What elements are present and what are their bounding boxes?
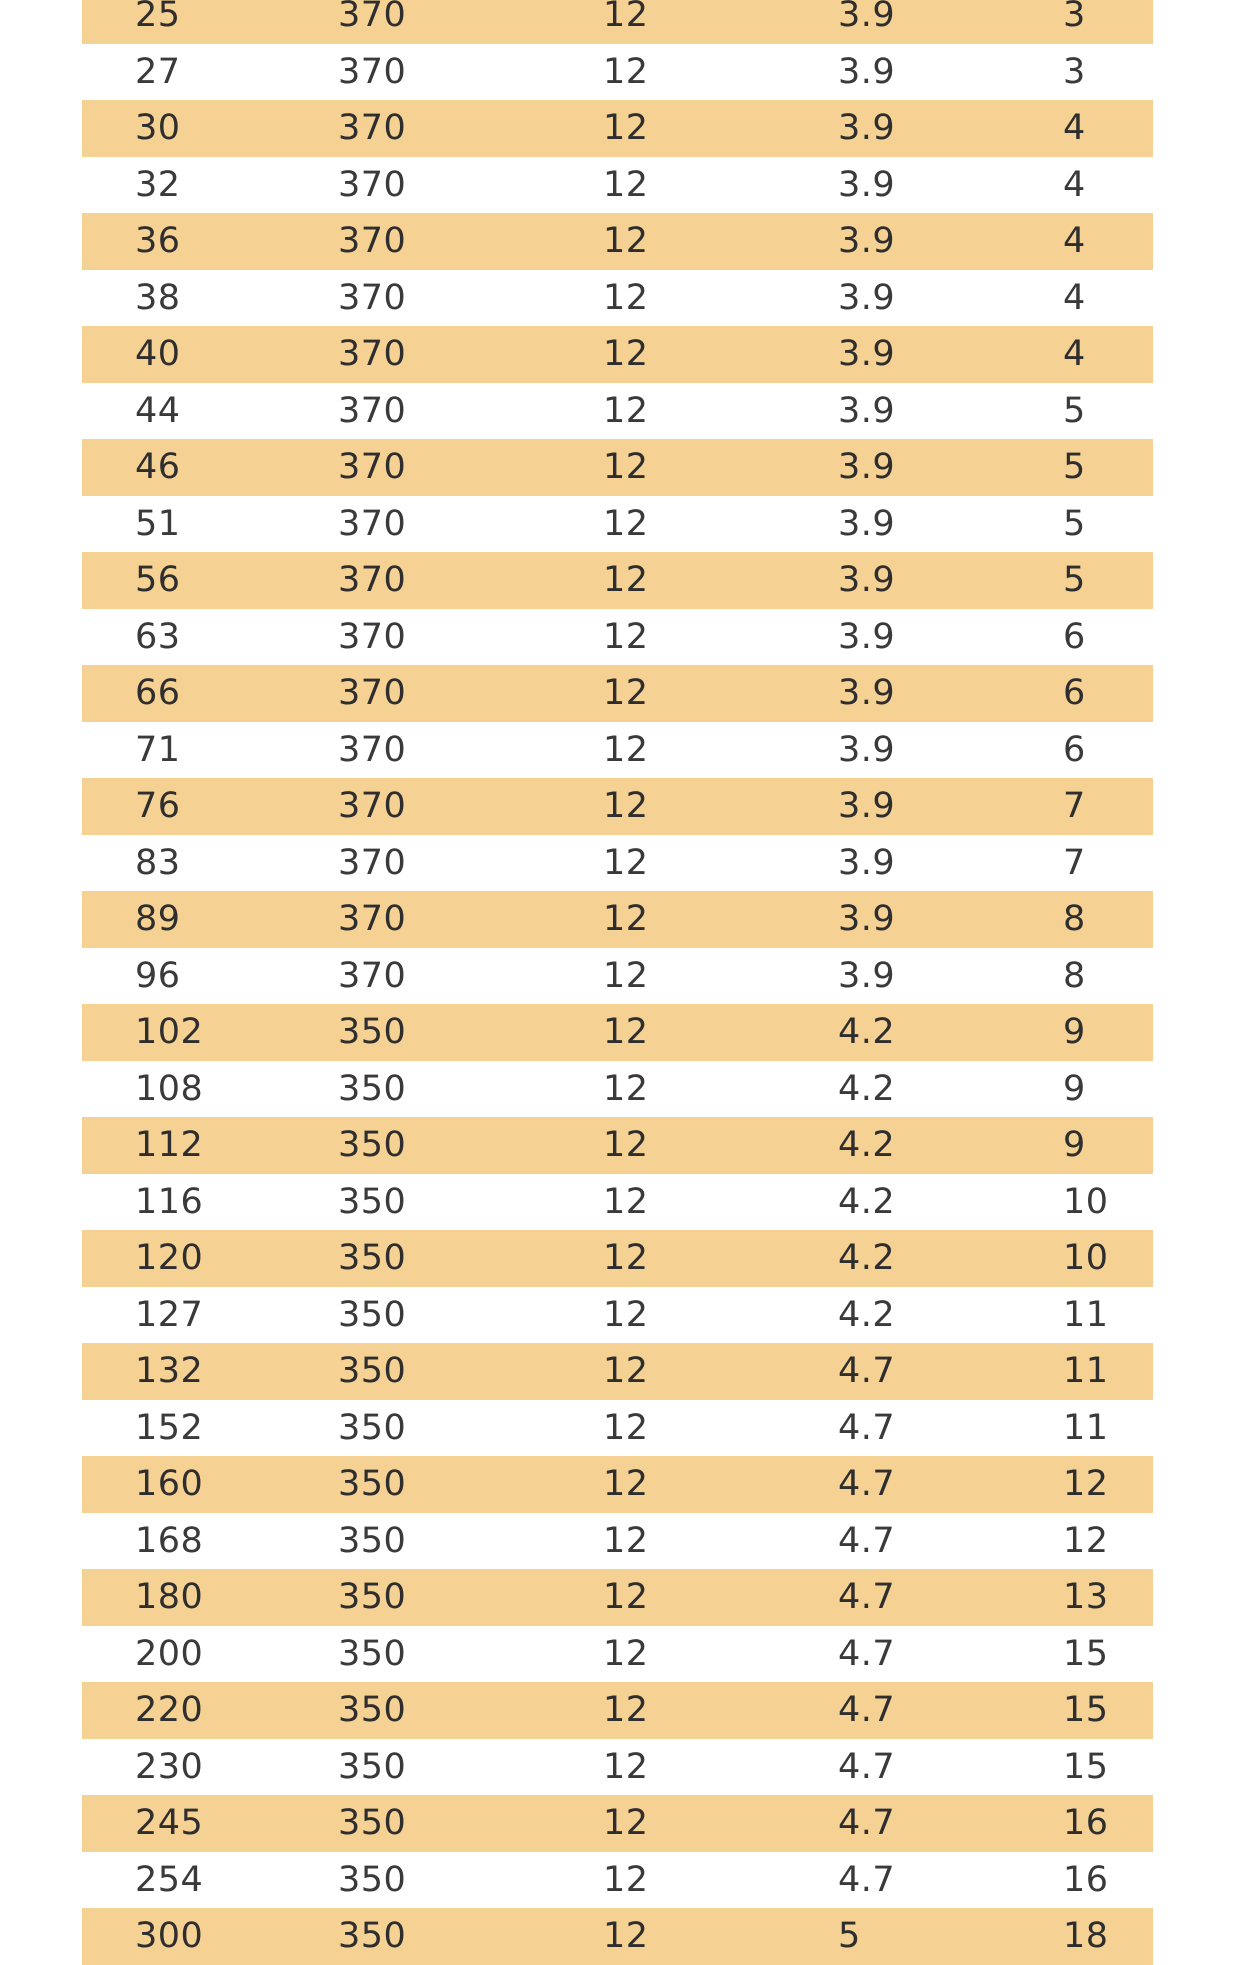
table-cell: 8 (1063, 955, 1086, 996)
table-cell: 370 (338, 164, 407, 205)
table-cell: 5 (1063, 560, 1086, 600)
table-cell: 12 (603, 1407, 649, 1448)
table-cell: 12 (603, 786, 649, 826)
table-cell: 4 (1063, 334, 1086, 374)
table-row (82, 100, 1153, 157)
table-cell: 160 (135, 1464, 204, 1504)
table-cell: 370 (338, 108, 407, 148)
table-row (82, 270, 1153, 327)
table-cell: 12 (603, 899, 649, 939)
table-cell: 11 (1063, 1351, 1109, 1391)
table-cell: 4.2 (838, 1294, 896, 1335)
table-cell: 350 (338, 1746, 407, 1787)
table-cell: 350 (338, 1916, 407, 1956)
table-cell: 7 (1063, 842, 1086, 883)
table-cell: 12 (603, 1294, 649, 1335)
table-cell: 11 (1063, 1294, 1109, 1335)
table-cell: 168 (135, 1520, 204, 1561)
table-row (82, 1852, 1153, 1909)
table-cell: 5 (838, 1916, 861, 1956)
table-cell: 350 (338, 1294, 407, 1335)
table-cell: 370 (338, 729, 407, 770)
table-cell: 32 (135, 164, 181, 205)
table-cell: 3.9 (838, 673, 896, 713)
table-cell: 3.9 (838, 842, 896, 883)
table-cell: 3.9 (838, 390, 896, 431)
table-cell: 12 (603, 1577, 649, 1617)
table-cell: 127 (135, 1294, 204, 1335)
table-cell: 4.2 (838, 1125, 896, 1165)
table-cell: 3.9 (838, 277, 896, 318)
table-cell: 350 (338, 1464, 407, 1504)
table-cell: 12 (1063, 1464, 1109, 1504)
table-cell: 12 (603, 560, 649, 600)
table-cell: 12 (603, 955, 649, 996)
table-cell: 12 (603, 503, 649, 544)
table-cell: 51 (135, 503, 181, 544)
table-cell: 3.9 (838, 447, 896, 487)
table-cell: 12 (1063, 1520, 1109, 1561)
table-cell: 370 (338, 786, 407, 826)
table-row (82, 0, 1153, 44)
table-cell: 370 (338, 221, 407, 261)
table-cell: 12 (603, 1068, 649, 1109)
table-row (82, 1908, 1153, 1965)
table-cell: 12 (603, 1125, 649, 1165)
table-cell: 220 (135, 1690, 204, 1730)
table-cell: 4.7 (838, 1464, 896, 1504)
table-cell: 4 (1063, 108, 1086, 148)
table-cell: 350 (338, 1803, 407, 1843)
table-row (82, 439, 1153, 496)
table-cell: 12 (603, 1633, 649, 1674)
table-row (82, 326, 1153, 383)
table-cell: 116 (135, 1181, 204, 1222)
table-row (82, 722, 1153, 779)
table-cell: 12 (603, 673, 649, 713)
table-cell: 370 (338, 673, 407, 713)
table-cell: 12 (603, 1464, 649, 1504)
table-cell: 12 (603, 729, 649, 770)
table-cell: 4.2 (838, 1068, 896, 1109)
table-cell: 7 (1063, 786, 1086, 826)
table-cell: 76 (135, 786, 181, 826)
table-row (82, 1287, 1153, 1344)
table-row (82, 1061, 1153, 1118)
table-cell: 71 (135, 729, 181, 770)
table-cell: 12 (603, 221, 649, 261)
table-cell: 200 (135, 1633, 204, 1674)
table-cell: 12 (603, 164, 649, 205)
table-cell: 350 (338, 1690, 407, 1730)
table-cell: 6 (1063, 673, 1086, 713)
table-cell: 5 (1063, 503, 1086, 544)
table-cell: 11 (1063, 1407, 1109, 1448)
table-cell: 370 (338, 447, 407, 487)
table-cell: 350 (338, 1351, 407, 1391)
table-cell: 4.7 (838, 1351, 896, 1391)
table-cell: 12 (603, 1012, 649, 1052)
table-cell: 3.9 (838, 729, 896, 770)
table-cell: 350 (338, 1859, 407, 1900)
table-cell: 12 (603, 1803, 649, 1843)
table-cell: 132 (135, 1351, 204, 1391)
table-row (82, 1230, 1153, 1287)
table-cell: 4.7 (838, 1746, 896, 1787)
table-cell: 230 (135, 1746, 204, 1787)
table-cell: 12 (603, 0, 649, 35)
table-cell: 370 (338, 503, 407, 544)
table-cell: 350 (338, 1407, 407, 1448)
table-cell: 3.9 (838, 955, 896, 996)
table-cell: 4.7 (838, 1859, 896, 1900)
table-cell: 12 (603, 1238, 649, 1278)
table-cell: 4.7 (838, 1520, 896, 1561)
table-cell: 16 (1063, 1803, 1109, 1843)
table-cell: 27 (135, 51, 181, 92)
table-cell: 4.7 (838, 1803, 896, 1843)
table-cell: 12 (603, 1690, 649, 1730)
table-cell: 370 (338, 560, 407, 600)
table-cell: 15 (1063, 1633, 1109, 1674)
table-cell: 96 (135, 955, 181, 996)
table-cell: 3.9 (838, 0, 896, 35)
table-cell: 12 (603, 51, 649, 92)
table-cell: 102 (135, 1012, 204, 1052)
table-cell: 12 (603, 1181, 649, 1222)
table-cell: 12 (603, 1746, 649, 1787)
table-cell: 89 (135, 899, 181, 939)
table-cell: 3.9 (838, 560, 896, 600)
table-cell: 36 (135, 221, 181, 261)
table-cell: 370 (338, 616, 407, 657)
table-cell: 12 (603, 108, 649, 148)
table-cell: 6 (1063, 616, 1086, 657)
table-cell: 370 (338, 277, 407, 318)
table-cell: 120 (135, 1238, 204, 1278)
table-cell: 350 (338, 1633, 407, 1674)
table-cell: 4.7 (838, 1407, 896, 1448)
table-row (82, 1004, 1153, 1061)
table-row (82, 1569, 1153, 1626)
table-row (82, 778, 1153, 835)
table-cell: 370 (338, 334, 407, 374)
table-row (82, 383, 1153, 440)
table-cell: 180 (135, 1577, 204, 1617)
table-cell: 12 (603, 277, 649, 318)
table-row (82, 948, 1153, 1005)
table-cell: 350 (338, 1125, 407, 1165)
table-row (82, 891, 1153, 948)
table-cell: 9 (1063, 1068, 1086, 1109)
table-cell: 245 (135, 1803, 204, 1843)
table-cell: 25 (135, 0, 181, 35)
table-row (82, 1343, 1153, 1400)
table-cell: 108 (135, 1068, 204, 1109)
table-cell: 350 (338, 1068, 407, 1109)
table-cell: 30 (135, 108, 181, 148)
table-row (82, 1400, 1153, 1457)
table-cell: 10 (1063, 1181, 1109, 1222)
table-cell: 38 (135, 277, 181, 318)
table-cell: 4.7 (838, 1633, 896, 1674)
table-cell: 3.9 (838, 164, 896, 205)
table-row (82, 1456, 1153, 1513)
table-cell: 12 (603, 334, 649, 374)
table-cell: 4.7 (838, 1690, 896, 1730)
table-cell: 4.2 (838, 1181, 896, 1222)
table-cell: 370 (338, 899, 407, 939)
table-cell: 10 (1063, 1238, 1109, 1278)
table-row (82, 1795, 1153, 1852)
table-row (82, 1174, 1153, 1231)
table-cell: 4.7 (838, 1577, 896, 1617)
table-row (82, 1513, 1153, 1570)
table-cell: 370 (338, 51, 407, 92)
table-cell: 16 (1063, 1859, 1109, 1900)
data-table (82, 0, 1153, 1965)
table-cell: 12 (603, 1351, 649, 1391)
table-cell: 9 (1063, 1012, 1086, 1052)
table-cell: 12 (603, 1520, 649, 1561)
table-cell: 15 (1063, 1690, 1109, 1730)
table-cell: 370 (338, 390, 407, 431)
table-cell: 56 (135, 560, 181, 600)
table-cell: 46 (135, 447, 181, 487)
table-cell: 3.9 (838, 51, 896, 92)
table-row (82, 552, 1153, 609)
table-cell: 5 (1063, 390, 1086, 431)
table-row (82, 665, 1153, 722)
table-cell: 8 (1063, 899, 1086, 939)
table-cell: 4 (1063, 221, 1086, 261)
table-cell: 40 (135, 334, 181, 374)
table-cell: 6 (1063, 729, 1086, 770)
table-cell: 4 (1063, 277, 1086, 318)
table-cell: 4 (1063, 164, 1086, 205)
table-row (82, 609, 1153, 666)
table-cell: 3.9 (838, 503, 896, 544)
table-cell: 3 (1063, 0, 1086, 35)
table-cell: 13 (1063, 1577, 1109, 1617)
table-row (82, 1739, 1153, 1796)
table-cell: 3.9 (838, 899, 896, 939)
table-cell: 3 (1063, 51, 1086, 92)
table-cell: 9 (1063, 1125, 1086, 1165)
table-cell: 152 (135, 1407, 204, 1448)
table-cell: 300 (135, 1916, 204, 1956)
table-cell: 350 (338, 1577, 407, 1617)
table-cell: 5 (1063, 447, 1086, 487)
table-cell: 370 (338, 0, 407, 35)
table-row (82, 496, 1153, 553)
table-cell: 4.2 (838, 1012, 896, 1052)
table-cell: 350 (338, 1238, 407, 1278)
table-cell: 3.9 (838, 334, 896, 374)
table-cell: 12 (603, 390, 649, 431)
table-cell: 370 (338, 955, 407, 996)
table-cell: 3.9 (838, 108, 896, 148)
table-cell: 3.9 (838, 786, 896, 826)
table-cell: 12 (603, 447, 649, 487)
table-row (82, 213, 1153, 270)
table-cell: 12 (603, 1916, 649, 1956)
table-cell: 12 (603, 842, 649, 883)
table-cell: 112 (135, 1125, 204, 1165)
table-cell: 4.2 (838, 1238, 896, 1278)
table-cell: 370 (338, 842, 407, 883)
table-row (82, 1626, 1153, 1683)
table-row (82, 835, 1153, 892)
table-cell: 12 (603, 1859, 649, 1900)
table-row (82, 44, 1153, 101)
table-cell: 350 (338, 1520, 407, 1561)
table-row (82, 1117, 1153, 1174)
table-cell: 44 (135, 390, 181, 431)
table-cell: 254 (135, 1859, 204, 1900)
table-cell: 83 (135, 842, 181, 883)
table-cell: 15 (1063, 1746, 1109, 1787)
table-row (82, 157, 1153, 214)
table-row (82, 1682, 1153, 1739)
table-cell: 66 (135, 673, 181, 713)
table-cell: 12 (603, 616, 649, 657)
table-cell: 18 (1063, 1916, 1109, 1956)
table-cell: 350 (338, 1012, 407, 1052)
table-cell: 350 (338, 1181, 407, 1222)
table-cell: 63 (135, 616, 181, 657)
table-cell: 3.9 (838, 616, 896, 657)
table-cell: 3.9 (838, 221, 896, 261)
